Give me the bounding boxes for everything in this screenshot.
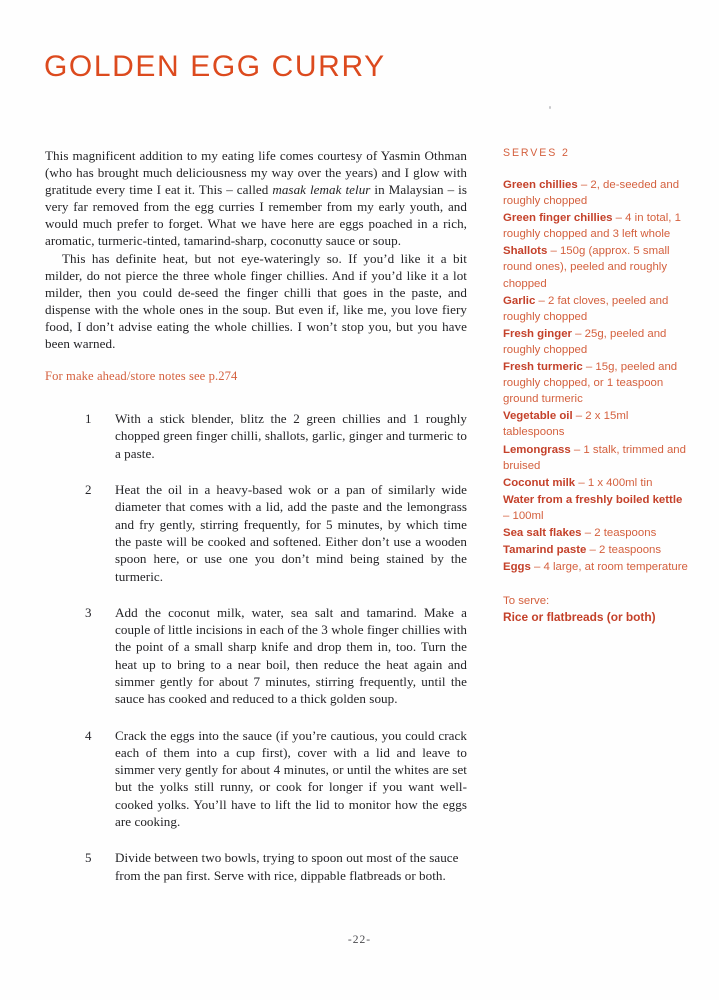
page-title: GOLDEN EGG CURRY [44, 50, 386, 84]
step-text: Crack the eggs into the sauce (if you’re cautious, you could crack each of them into a cup first), cover with a lid and leave to simmer very gently for about 4 minutes, or until the whites are set but the yolks still runny, or cook for longer if you want well-cooked yolks. You’ll have to lift the lid to monitor how the eggs are cooking. [115, 727, 467, 830]
ingredient-desc: – 15g, peeled and roughly chopped, or 1 teaspoon ground turmeric [503, 361, 678, 406]
ingredient-name: Green chillies [503, 179, 578, 191]
step-text: Heat the oil in a heavy-based wok or a pan of similarly wide diameter that comes with a lid, add the paste and the lemongrass and fry gently, stirring frequently, for 5 minutes, by which time the paste will be cooked and softened. Either don’t use a wooden spoon here, or use one you don’t mind being stained by the turmeric. [115, 482, 467, 584]
ingredient-item [503, 408, 689, 440]
ingredient-item [503, 492, 689, 524]
ingredient-desc: – 1 x 400ml tin [575, 476, 653, 489]
method-step [85, 849, 467, 884]
intro-paragraph-1-part-a: This magnificent addition to my eating life comes courtesy of Yasmin Othman (who has brought much deliciousness my way over the years) and I glow with gratitude every time I eat it. This – called [45, 148, 467, 198]
method-step [85, 604, 467, 708]
step-number: 3 [85, 604, 92, 620]
ingredient-list [503, 177, 689, 575]
ingredient-desc: – 25g, peeled and roughly chopped [503, 327, 667, 356]
ingredient-item [503, 559, 689, 575]
step-number: 4 [85, 727, 92, 743]
method-step [85, 481, 467, 585]
ingredient-name: Vegetable oil [503, 410, 573, 423]
ingredient-item [503, 293, 689, 325]
ingredient-name: Green finger chillies [503, 212, 613, 225]
ingredient-desc: – 4 in total, 1 roughly chopped and 3 left whole [503, 212, 681, 241]
ingredient-desc: – 2 x 15ml tablespoons [503, 410, 629, 439]
serves-label: SERVES 2 [503, 147, 570, 159]
ingredient-item [503, 177, 689, 209]
page-number: -22- [347, 934, 372, 946]
intro-paragraph-1-part-b: in Malaysian – is very far removed from the egg curries I remember from my early youth, and would much prefer to forget. What we have here are eggs poached in a rich, aromatic, turmeric-tinted, tamarind-sharp, coconutty sauce or soup. [45, 182, 467, 249]
ingredient-name: Eggs [503, 561, 531, 574]
ingredient-desc: – 2 fat cloves, peeled and roughly chopped [503, 294, 669, 323]
main-column [45, 147, 467, 903]
ingredient-name: Coconut milk [503, 476, 576, 489]
intro-italic-phrase: masak lemak telur [272, 182, 371, 198]
ingredient-desc: – 2 teaspoons [581, 526, 657, 539]
ingredient-item [503, 475, 689, 491]
ingredient-item [503, 442, 689, 474]
step-number: 2 [85, 482, 92, 498]
ingredient-desc: – 100ml [503, 509, 544, 522]
ingredient-item [503, 525, 689, 541]
step-text: Divide between two bowls, trying to spoon out most of the sauce from the pan first. Serve with rice, dippable flatbreads or both. [115, 850, 459, 883]
ingredient-desc: – 150g (approx. 5 small round ones), peeled and roughly chopped [503, 245, 670, 290]
ingredient-item [503, 326, 689, 358]
method-step [85, 727, 467, 831]
method-steps [45, 410, 467, 884]
ingredient-desc: – 2, de-seeded and roughly chopped [503, 179, 680, 208]
step-text: With a stick blender, blitz the 2 green chillies and 1 roughly chopped green finger chilli, shallots, garlic, ginger and turmeric to a paste. [115, 411, 467, 461]
to-serve-block [503, 593, 689, 625]
ingredient-item [503, 359, 689, 407]
ingredients-sidebar [503, 147, 689, 625]
ingredient-name: Sea salt flakes [503, 526, 582, 539]
ingredient-item [503, 243, 689, 291]
step-number: 5 [85, 850, 92, 866]
intro-paragraph-1 [45, 147, 467, 250]
ingredient-name: Fresh ginger [503, 327, 572, 340]
ingredient-desc: – 1 stalk, trimmed and bruised [503, 443, 686, 472]
print-speck [549, 106, 551, 109]
ingredient-name: Tamarind paste [503, 544, 587, 557]
ingredient-name: Shallots [503, 245, 548, 258]
ingredient-desc: – 4 large, at room temperature [530, 561, 688, 574]
step-number: 1 [85, 411, 92, 427]
ingredient-name: Garlic [503, 294, 536, 307]
ingredient-item [503, 210, 689, 242]
to-serve-value: Rice or flatbreads (or both) [503, 610, 656, 625]
ingredient-name: Lemongrass [503, 443, 571, 456]
ingredient-item [503, 542, 689, 558]
make-ahead-note: For make ahead/store notes see p.274 [45, 369, 238, 384]
method-step [85, 410, 467, 462]
ingredient-name: Water from a freshly boiled kettle [503, 493, 683, 506]
ingredient-name: Fresh turmeric [503, 361, 583, 374]
intro-paragraph-2: This has definite heat, but not eye-wateringly so. If you’d like it a bit milder, do not pierce the three whole finger chillies. And if you’d like it a lot milder, then you could de-seed the finger chilli that goes in the paste, and dispense with the whole ones in the soup. But even if, like me, you love fiery food, I don’t advise eating the whole chillies. I won’t stop you, but you have been warned. [45, 250, 467, 352]
ingredient-desc: – 2 teaspoons [586, 544, 662, 557]
to-serve-label: To serve: [503, 595, 550, 608]
step-text: Add the coconut milk, water, sea salt and tamarind. Make a couple of little incisions in each of the 3 whole finger chillies with the point of a small sharp knife and drop them in, too. Turn the heat up to bring to a near boil, then reduce the heat again and simmer gently for about 7 minutes, stirring frequently, until the sauce has cooked and reduced to a thick golden soup. [115, 604, 467, 707]
